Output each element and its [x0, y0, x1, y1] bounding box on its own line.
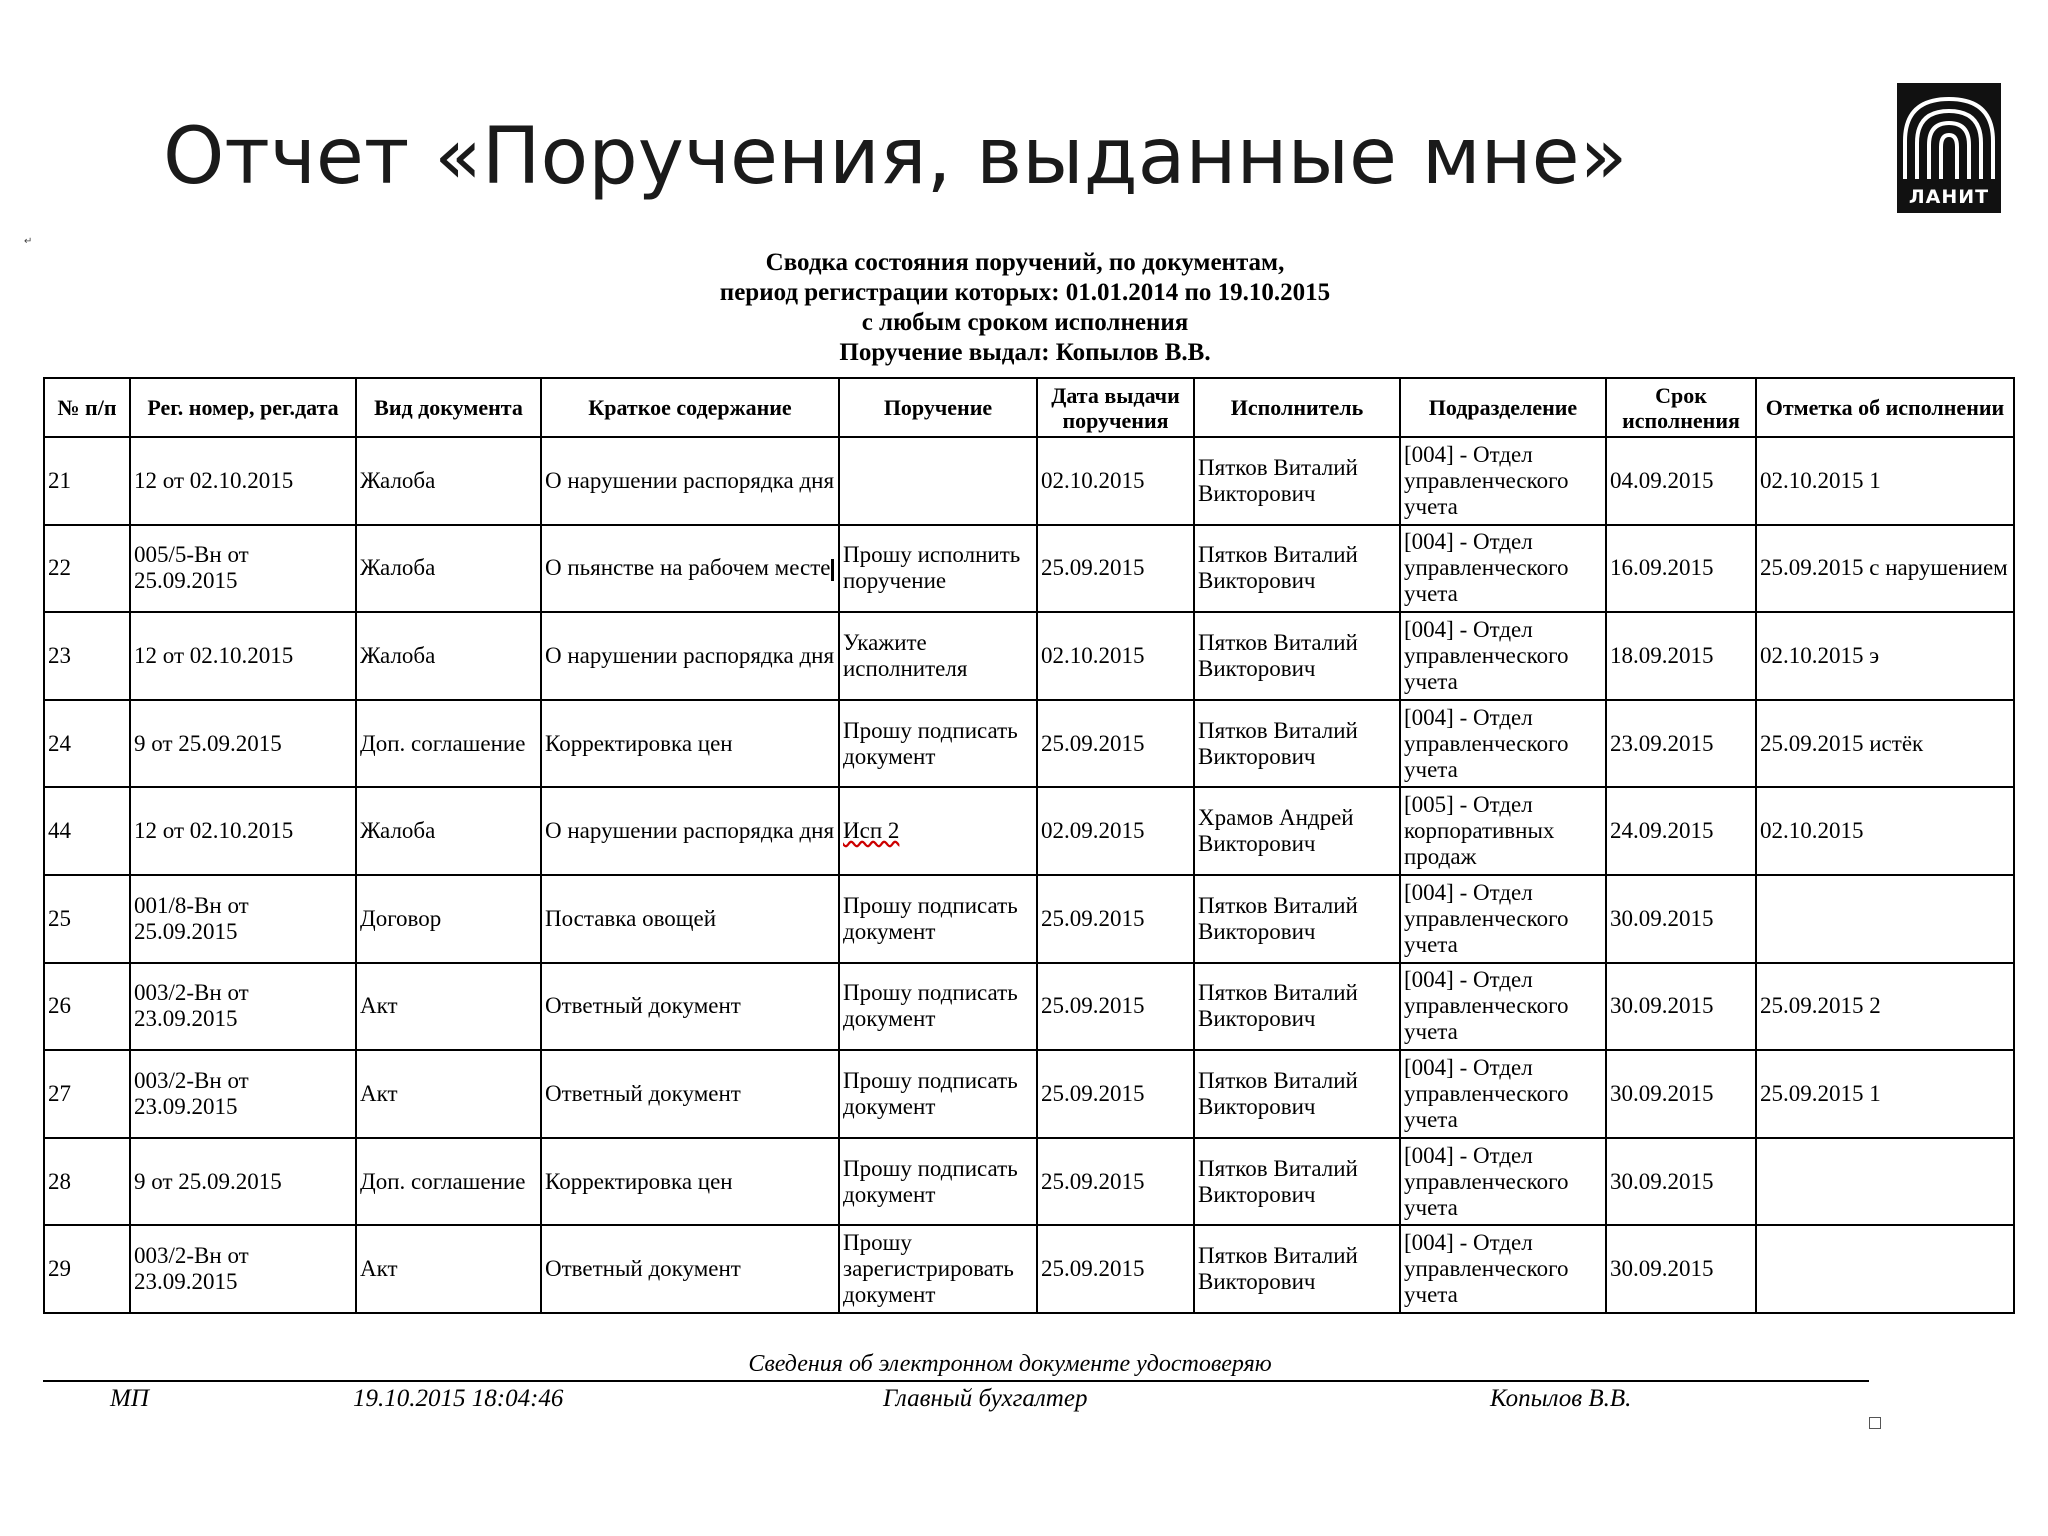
- resize-handle-icon: [1869, 1417, 1881, 1429]
- column-header: Исполнитель: [1194, 378, 1400, 437]
- cell-reg: 9 от 25.09.2015: [130, 700, 356, 788]
- cell-type: Акт: [356, 1050, 541, 1138]
- cell-summary: [541, 525, 839, 613]
- table-row: [44, 787, 2014, 875]
- cell-department: [004] - Отдел управленческого учета: [1400, 1050, 1606, 1138]
- cell-reg: 12 от 02.10.2015: [130, 612, 356, 700]
- cell-mark: 25.09.2015 2: [1756, 963, 2014, 1051]
- cell-reg: 003/2-Вн от 23.09.2015: [130, 1050, 356, 1138]
- cell-type: Доп. соглашение: [356, 1138, 541, 1226]
- cell-mark: [1756, 1138, 2014, 1226]
- cell-deadline: 18.09.2015: [1606, 612, 1756, 700]
- column-header: Подразделение: [1400, 378, 1606, 437]
- slide-title: Отчет «Поручения, выданные мне»: [163, 112, 1628, 202]
- table-row: [44, 525, 2014, 613]
- report-header-line: Поручение выдал: Копылов В.В.: [839, 339, 1211, 366]
- table-row: [44, 612, 2014, 700]
- report-header: [520, 248, 1530, 368]
- cell-mark: 25.09.2015 с нарушением: [1756, 525, 2014, 613]
- footer-divider: [43, 1380, 1869, 1382]
- cell-issued: 02.10.2015: [1037, 612, 1194, 700]
- cell-order: Прошу подписать документ: [839, 963, 1037, 1051]
- cell-issued: 25.09.2015: [1037, 963, 1194, 1051]
- stamp-label: МП: [110, 1385, 149, 1412]
- table-header-row: [44, 378, 2014, 437]
- cell-order: [839, 787, 1037, 875]
- cell-reg: 003/2-Вн от 23.09.2015: [130, 1225, 356, 1313]
- cell-executor: Пятков Виталий Викторович: [1194, 700, 1400, 788]
- cell-deadline: 16.09.2015: [1606, 525, 1756, 613]
- cell-issued: 25.09.2015: [1037, 525, 1194, 613]
- cell-num: 25: [44, 875, 130, 963]
- cell-deadline: 24.09.2015: [1606, 787, 1756, 875]
- column-header: Отметка об исполнении: [1756, 378, 2014, 437]
- cell-order: Прошу подписать документ: [839, 1050, 1037, 1138]
- cell-department: [004] - Отдел управленческого учета: [1400, 437, 1606, 525]
- cell-executor: Пятков Виталий Викторович: [1194, 1225, 1400, 1313]
- table-row: [44, 1138, 2014, 1226]
- report-header-line: с любым сроком исполнения: [861, 309, 1189, 336]
- cell-summary: О нарушении распорядка дня: [541, 437, 839, 525]
- cell-department: [004] - Отдел управленческого учета: [1400, 1225, 1606, 1313]
- cell-order: Прошу подписать документ: [839, 875, 1037, 963]
- cell-executor: Пятков Виталий Викторович: [1194, 1138, 1400, 1226]
- logo-arches-icon: [1897, 83, 2001, 183]
- cell-num: 22: [44, 525, 130, 613]
- cell-mark: 25.09.2015 истёк: [1756, 700, 2014, 788]
- cell-reg: 9 от 25.09.2015: [130, 1138, 356, 1226]
- column-header: Срок исполнения: [1606, 378, 1756, 437]
- cell-mark: 02.10.2015: [1756, 787, 2014, 875]
- cell-mark: 02.10.2015 1: [1756, 437, 2014, 525]
- cell-summary: Ответный документ: [541, 1225, 839, 1313]
- cell-issued: 25.09.2015: [1037, 875, 1194, 963]
- cell-order: Укажите исполнителя: [839, 612, 1037, 700]
- cell-reg: 005/5-Вн от 25.09.2015: [130, 525, 356, 613]
- cell-reg: 001/8-Вн от 25.09.2015: [130, 875, 356, 963]
- cell-deadline: 04.09.2015: [1606, 437, 1756, 525]
- cell-issued: 25.09.2015: [1037, 700, 1194, 788]
- cell-issued: 25.09.2015: [1037, 1138, 1194, 1226]
- cell-department: [004] - Отдел управленческого учета: [1400, 1138, 1606, 1226]
- cell-executor: Пятков Виталий Викторович: [1194, 875, 1400, 963]
- cell-order: Прошу исполнить поручение: [839, 525, 1037, 613]
- cell-num: 28: [44, 1138, 130, 1226]
- report-header-line: период регистрации которых: 01.01.2014 по 19.10.2015: [719, 279, 1331, 306]
- cell-mark: [1756, 875, 2014, 963]
- cell-type: Договор: [356, 875, 541, 963]
- table-row: [44, 875, 2014, 963]
- cell-reg: 003/2-Вн от 23.09.2015: [130, 963, 356, 1051]
- anchor-mark-icon: ↵: [24, 236, 33, 247]
- column-header: Вид документа: [356, 378, 541, 437]
- cell-executor: Пятков Виталий Викторович: [1194, 437, 1400, 525]
- cell-type: Жалоба: [356, 525, 541, 613]
- cell-type: Доп. соглашение: [356, 700, 541, 788]
- cell-num: 44: [44, 787, 130, 875]
- cell-num: 29: [44, 1225, 130, 1313]
- cell-department: [004] - Отдел управленческого учета: [1400, 525, 1606, 613]
- cell-order: Прошу зарегистрировать документ: [839, 1225, 1037, 1313]
- cell-executor: Пятков Виталий Викторович: [1194, 963, 1400, 1051]
- cell-issued: 02.09.2015: [1037, 787, 1194, 875]
- lanit-logo: [1897, 83, 2001, 213]
- cell-num: 21: [44, 437, 130, 525]
- cell-summary: Ответный документ: [541, 1050, 839, 1138]
- cell-mark: 25.09.2015 1: [1756, 1050, 2014, 1138]
- cell-num: 24: [44, 700, 130, 788]
- cell-type: Жалоба: [356, 437, 541, 525]
- cell-deadline: 30.09.2015: [1606, 1225, 1756, 1313]
- cell-department: [004] - Отдел управленческого учета: [1400, 700, 1606, 788]
- cell-order: Прошу подписать документ: [839, 1138, 1037, 1226]
- cell-department: [005] - Отдел корпоративных продаж: [1400, 787, 1606, 875]
- column-header-text: Рег. номер, рег.дата: [147, 395, 339, 420]
- table-row: [44, 963, 2014, 1051]
- cell-type: Жалоба: [356, 787, 541, 875]
- table-row: [44, 1050, 2014, 1138]
- cell-executor: Храмов Андрей Викторович: [1194, 787, 1400, 875]
- cell-type: Жалоба: [356, 612, 541, 700]
- cell-deadline: 23.09.2015: [1606, 700, 1756, 788]
- table-row: [44, 437, 2014, 525]
- cell-summary: Корректировка цен: [541, 700, 839, 788]
- cell-issued: 25.09.2015: [1037, 1050, 1194, 1138]
- cell-department: [004] - Отдел управленческого учета: [1400, 612, 1606, 700]
- cell-deadline: 30.09.2015: [1606, 963, 1756, 1051]
- column-header: Краткое содержание: [541, 378, 839, 437]
- cell-mark: 02.10.2015 э: [1756, 612, 2014, 700]
- cell-mark: [1756, 1225, 2014, 1313]
- cell-issued: 25.09.2015: [1037, 1225, 1194, 1313]
- column-header: № п/п: [44, 378, 130, 437]
- column-header: [130, 378, 356, 437]
- cell-department: [004] - Отдел управленческого учета: [1400, 963, 1606, 1051]
- cell-num: 23: [44, 612, 130, 700]
- assignments-table: [43, 377, 2015, 1314]
- cell-department: [004] - Отдел управленческого учета: [1400, 875, 1606, 963]
- cell-order-text: Исп 2: [843, 818, 900, 844]
- cell-num: 27: [44, 1050, 130, 1138]
- table-row: [44, 700, 2014, 788]
- cell-executor: Пятков Виталий Викторович: [1194, 525, 1400, 613]
- table-row: [44, 1225, 2014, 1313]
- cell-issued: 02.10.2015: [1037, 437, 1194, 525]
- cell-executor: Пятков Виталий Викторович: [1194, 1050, 1400, 1138]
- column-header: Дата выдачи поручения: [1037, 378, 1194, 437]
- cell-summary-text: О пьянстве на рабочем месте: [545, 555, 831, 581]
- signer-position: Главный бухгалтер: [883, 1385, 1088, 1412]
- signature-datetime: 19.10.2015 18:04:46: [353, 1385, 564, 1412]
- logo-text: ЛАНИТ: [1908, 186, 1990, 208]
- cell-summary: Поставка овощей: [541, 875, 839, 963]
- cell-type: Акт: [356, 963, 541, 1051]
- report-header-line: Сводка состояния поручений, по документам,: [765, 249, 1285, 276]
- cell-reg: 12 от 02.10.2015: [130, 437, 356, 525]
- cell-type: Акт: [356, 1225, 541, 1313]
- cell-num: 26: [44, 963, 130, 1051]
- signer-name: Копылов В.В.: [1490, 1385, 1632, 1412]
- text-cursor: [831, 559, 834, 581]
- cell-order: Прошу подписать документ: [839, 700, 1037, 788]
- cell-summary: Ответный документ: [541, 963, 839, 1051]
- cell-deadline: 30.09.2015: [1606, 875, 1756, 963]
- column-header: Поручение: [839, 378, 1037, 437]
- certification-caption: Сведения об электронном документе удостоверяю: [748, 1351, 1272, 1377]
- cell-summary: О нарушении распорядка дня: [541, 612, 839, 700]
- cell-deadline: 30.09.2015: [1606, 1050, 1756, 1138]
- cell-executor: Пятков Виталий Викторович: [1194, 612, 1400, 700]
- cell-reg: 12 от 02.10.2015: [130, 787, 356, 875]
- cell-summary: О нарушении распорядка дня: [541, 787, 839, 875]
- cell-order: [839, 437, 1037, 525]
- cell-deadline: 30.09.2015: [1606, 1138, 1756, 1226]
- cell-summary: Корректировка цен: [541, 1138, 839, 1226]
